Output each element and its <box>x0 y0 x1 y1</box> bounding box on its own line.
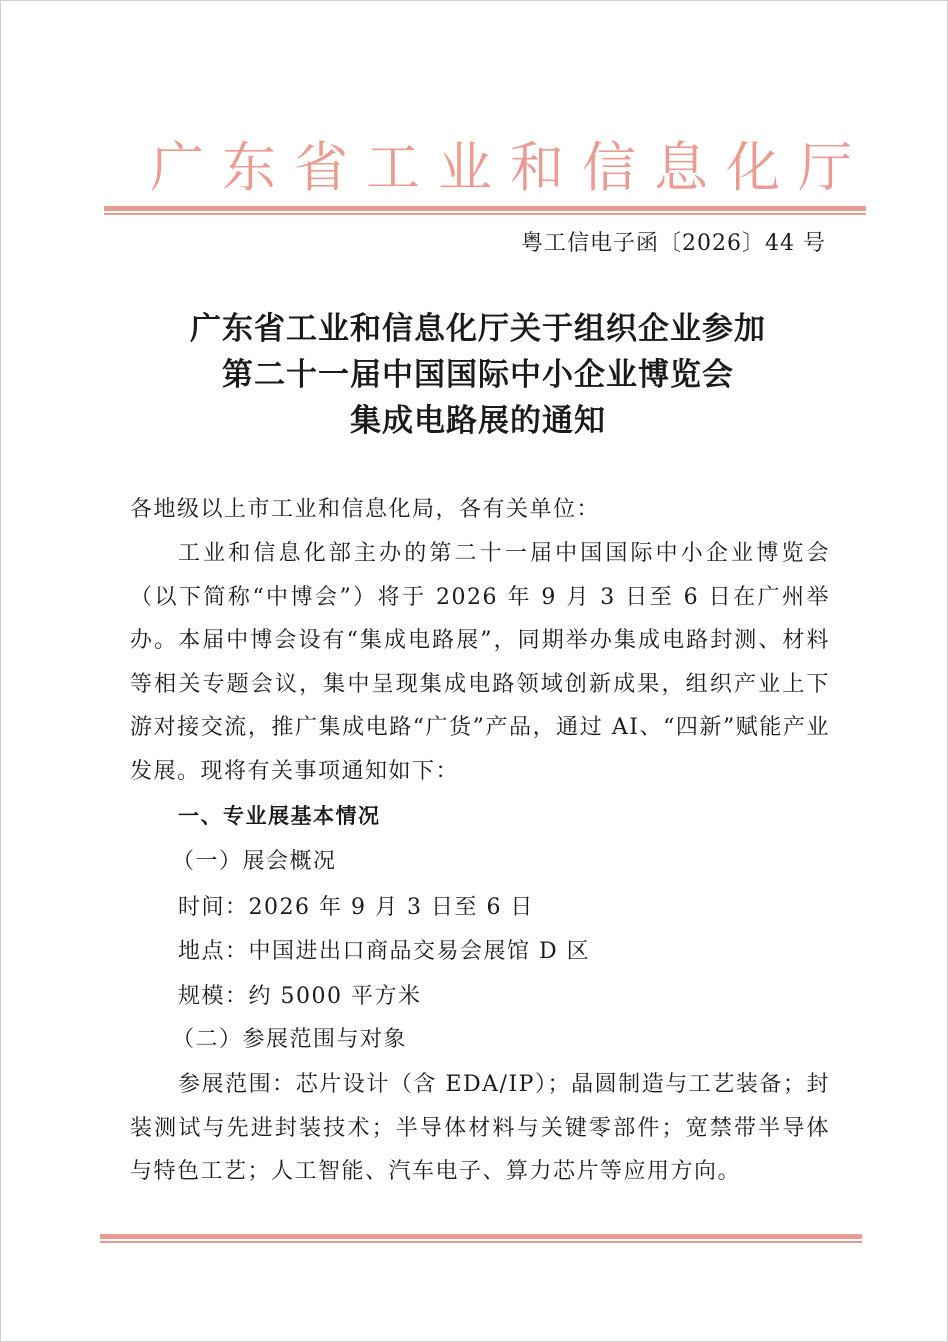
section-heading-1: 一、专业展基本情况 <box>178 804 381 828</box>
title-line-3: 集成电路展的通知 <box>350 403 606 439</box>
exhibition-place: 地点：中国进出口商品交易会展馆 D 区 <box>178 939 591 964</box>
document-number: 粤工信电子函〔2026〕44 号 <box>521 231 826 256</box>
title-line-1: 广东省工业和信息化厅关于组织企业参加 <box>190 311 766 347</box>
title-line-2: 第二十一届中国国际中小企业博览会 <box>222 357 734 393</box>
footer-rule-thin-line <box>100 1241 862 1243</box>
footer-rule-thick-line <box>100 1234 862 1239</box>
footer-red-rule <box>100 1234 862 1244</box>
subsection-heading-2: （二）参展范围与对象 <box>172 1027 408 1052</box>
header-red-rule <box>104 206 866 216</box>
paragraph-scope: 参展范围：芯片设计（含 EDA/IP）；晶圆制造与工艺装备；封装测试与先进封装技术；半导体材料与关键零部件；宽禁带半导体与特色工艺；人工智能、汽车电子、算力芯片等应用方向。 <box>130 1072 830 1184</box>
subsection-heading-1: （一）展会概况 <box>172 849 337 874</box>
exhibition-scale: 规模：约 5000 平方米 <box>178 984 422 1009</box>
paragraph-intro: 工业和信息化部主办的第二十一届中国国际中小企业博览会（以下简称“中博会”）将于 2026 年 9 月 3 日至 6 日在广州举办。本届中博会设有“集成电路展”，同期举办集成电路封测、材料等相关专题会议，集中呈现集成电路领域创新成果，组织产业上下游对接交流，推广集成电路“广货”产品，通过 AI、“四新”赋能产业发展。现将有关事项通知如下： <box>130 541 830 784</box>
issuer-masthead: 广东省工业和信息化厅 <box>150 136 870 199</box>
salutation: 各地级以上市工业和信息化局，各有关单位： <box>130 497 601 522</box>
header-rule-thin-line <box>104 213 866 215</box>
header-rule-thick-line <box>104 206 866 211</box>
document-title <box>120 306 836 444</box>
exhibition-time: 时间：2026 年 9 月 3 日至 6 日 <box>178 895 534 920</box>
